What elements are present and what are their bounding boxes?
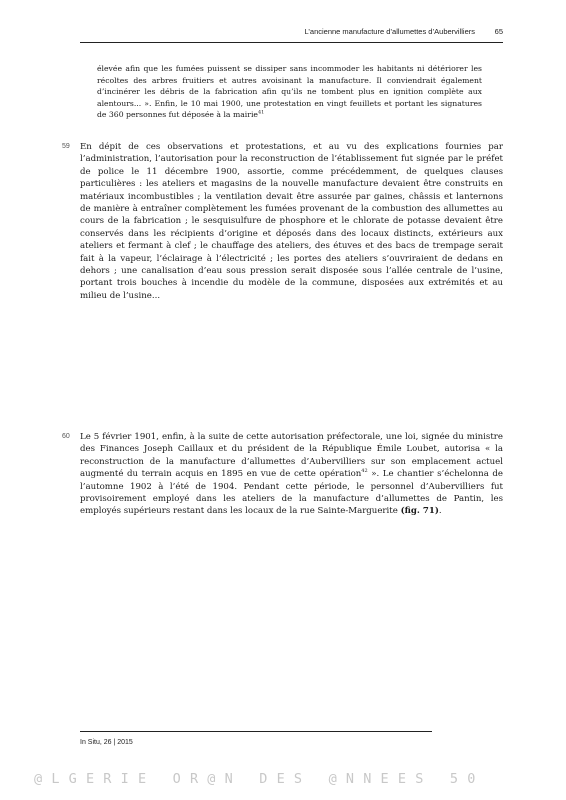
quote-text: élevée afin que les fumées puissent se dissiper sans incommoder les habitants ni détériorer les récoltes des arbres fruitiers et autres avoisinant la manufacture. Il conviendrait également d’incinérer les débris de la fabrication afin qu’ils ne tombent plus en ignition complète aux alentours... ». Enfin, le 10 mai 1900, une protestation en vingt feuillets et portant les signatures de 360 personnes fut déposée à la mairie: [97, 64, 482, 119]
header-rule: [80, 42, 503, 43]
paragraph-60: [80, 431, 503, 518]
footnote-ref-41: 41: [257, 109, 265, 116]
quote-block: [97, 63, 482, 121]
paragraph-60-text-a: Le 5 février 1901, enfin, à la suite de cette autorisation préfectorale, une loi, signée du ministre des Finances Joseph Caillaux et du président de la République Émile Loubet, autorisa « la reconstruction de la manufacture d’allumettes d’Aubervilliers sur son emplacement actuel augmenté du terrain acquis en 1895 en vue de cette opération: [80, 432, 503, 480]
figure-reference[interactable]: (fig. 71): [400, 506, 439, 517]
watermark: @LGERIE OR@N DES @NNEES 50: [34, 771, 485, 787]
paragraph-number-59: 59: [62, 143, 70, 150]
paragraph-60-text-end: .: [438, 506, 442, 517]
footnote-ref-42: 42: [361, 468, 368, 475]
footer-rule: [80, 731, 432, 732]
paragraph-59: En dépit de ces observations et protestations, et au vu des explications fournies par l’administration, l’autorisation pour la reconstruction de l’établissement fut signée par le préfet de police le 11 décembre 1900, assortie, comme précédemment, de quelques clauses particulières : les ateliers et magasins de la nouvelle manufacture devaient être construits en matériaux incombustibles ; la ventilation devait être assurée par gaines, châssis et lanternons de manière à entraîner complètement les fumées provenant de la combustion des allumettes au cours de la fabrication ; le sesquisulfure de phosphore et le chlorate de potasse devaient être conservés dans les récipients d’origine et déposés dans des locaux distincts, extérieurs aux ateliers et fermant à clef ; le chauffage des ateliers, des étuves et des bacs de trempage serait fait à la vapeur, l’éclairage à l’électricité ; les portes des ateliers s’ouvriraient de dedans en dehors ; une canalisation d’eau sous pression serait disposée sous l’allée centrale de l’usine, portant trois bouches à incendie du modèle de la commune, disposées aux extrémités et au milieu de l’usine...: [80, 142, 503, 301]
running-title: L’ancienne manufacture d’allumettes d’Aubervilliers: [304, 27, 475, 36]
page-number: 65: [494, 27, 503, 36]
footer-citation: In Situ, 26 | 2015: [80, 739, 133, 746]
paragraph-60-text-b: ». Le chantier s’échelonna de l’automne 1902 à l’été de 1904. Pendant cette période, le personnel d’Aubervilliers fut provisoirement employé dans les ateliers de la manufacture d’allumettes de Pantin, les employés supérieurs restant dans les locaux de la rue Sainte-Marguerite: [80, 469, 503, 517]
paragraph-number-60: 60: [62, 433, 70, 440]
